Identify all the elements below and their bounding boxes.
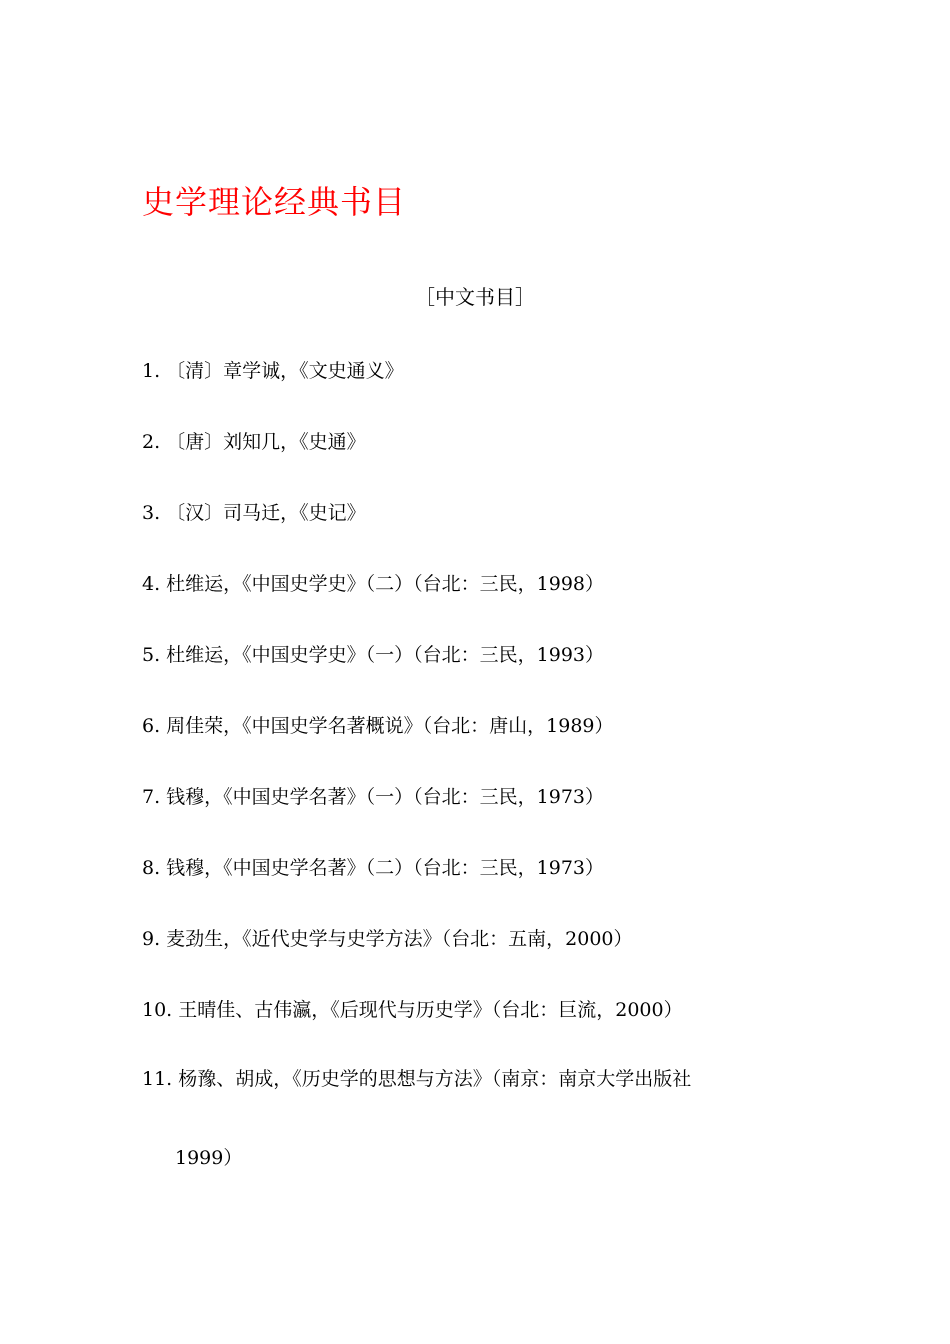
section-heading: ［中文书目］ <box>415 285 535 309</box>
list-item-continuation: 1999） <box>175 1147 243 1169</box>
list-item: 11. 杨豫、胡成，《历史学的思想与方法》（南京：南京大学出版社 <box>142 1068 692 1090</box>
page-title: 史学理论经典书目 <box>142 183 407 221</box>
list-item: 8. 钱穆，《中国史学名著》（二）（台北：三民，1973） <box>142 857 605 879</box>
list-item: 3. 〔汉〕司马迁，《史记》 <box>142 502 366 524</box>
list-item: 7. 钱穆，《中国史学名著》（一）（台北：三民，1973） <box>142 786 605 808</box>
list-item: 5. 杜维运，《中国史学史》（一）（台北：三民，1993） <box>142 644 605 666</box>
bibliography-list <box>142 355 802 1094</box>
list-item: 10. 王晴佳、古伟瀛，《后现代与历史学》（台北：巨流，2000） <box>142 999 683 1021</box>
list-item: 9. 麦劲生，《近代史学与史学方法》（台北：五南，2000） <box>142 928 633 950</box>
list-item: 4. 杜维运，《中国史学史》（二）（台北：三民，1998） <box>142 573 605 595</box>
list-item: 1. 〔清〕章学诚，《文史通义》 <box>142 360 404 382</box>
list-item: 2. 〔唐〕刘知几，《史通》 <box>142 431 366 453</box>
list-item: 6. 周佳荣，《中国史学名著概说》（台北：唐山，1989） <box>142 715 614 737</box>
